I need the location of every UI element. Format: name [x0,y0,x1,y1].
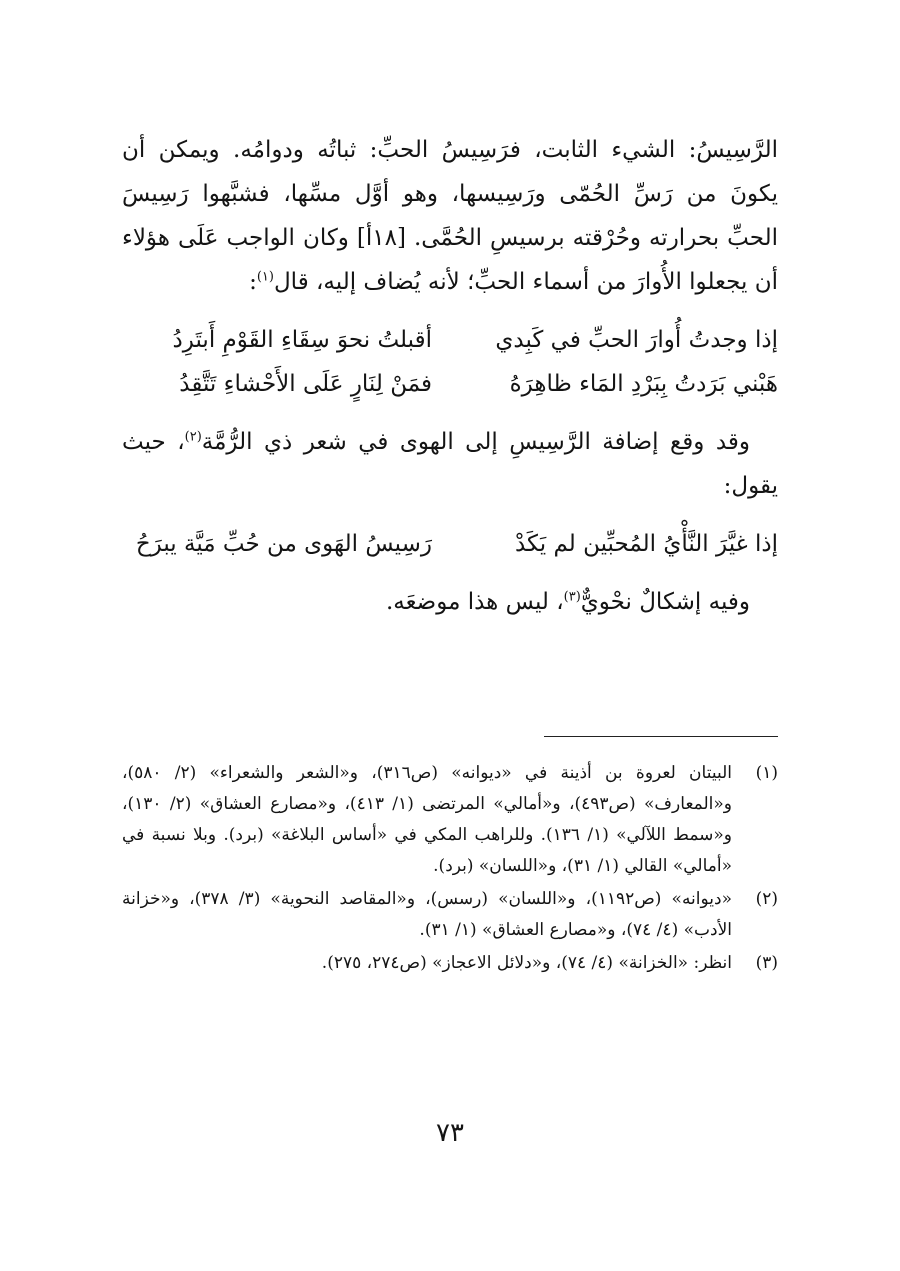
main-text [122,128,778,624]
footnote-text: البيتان لعروة بن أذينة في «ديوانه» (ص٣١٦)، و«الشعر والشعراء» (٢/ ٥٨٠)، و«المعارف» (ص٤٩٣)، و«أمالي» المرتضى (١/ ٤١٣)، و«مصارع العشاق» (٢/ ١٣٠)، و«سمط اللآلي» (١/ ١٣٦). وللراهب المكي في «أساس البلاغة» (برد). وبلا نسبة في «أمالي» القالي (١/ ٣١)، و«اللسان» (برد). [122,763,733,876]
paragraph-1-text: الرَّسِيسُ: الشيء الثابت، فرَسِيسُ الحبِّ: ثباتُه ودوامُه. ويمكن أن يكونَ من رَسِّ الحُمّى ورَسِيسها، وهو أوَّل مسِّها، فشبَّهوا رَسِيسَ الحبِّ بحرارته وحُرْقته برسيسِ الحُمَّى. [١٨أ] وكان الواجب عَلَى هؤلاء أن يجعلوا الأُوارَ من أسماء الحبِّ؛ لأنه يُضاف إليه، قال [122,137,778,295]
footnote-text: «ديوانه» (ص١١٩٢)، و«اللسان» (رسس)، و«المقاصد النحوية» (٣/ ٣٧٨)، و«خزانة الأدب» (٤/ ٧٤)، و«مصارع العشاق» (١/ ٣١). [122,889,732,940]
paragraph-3 [122,580,778,624]
verse-line [122,362,778,406]
paragraph-2-end: ، حيث يقول: [122,429,778,499]
verse-line [122,522,778,566]
page-number: ٧٣ [436,1118,464,1148]
footnote-ref-3[interactable]: (٣) [563,589,581,605]
footnote [122,948,778,979]
footnote [122,758,778,882]
verse-line [122,318,778,362]
verse-first-hemistich: هَبْني بَرَدتُ بِبَرْدِ المَاء ظاهِرَهُ [509,371,778,397]
footnote-number: (١) [755,763,778,783]
footnote-number: (٢) [755,889,778,909]
verse-first-hemistich: إذا وجدتُ أُوارَ الحبِّ في كَبِدي [495,327,778,353]
footnote-ref-2[interactable]: (٢) [184,429,202,445]
poem-2 [122,522,778,566]
paragraph-3-end: ، ليس هذا موضعَه. [385,589,564,615]
verse-second-hemistich: فمَنْ لِنَارٍ عَلَى الأَحْشاءِ تَتَّقِدُ [179,371,432,397]
paragraph-1 [122,128,778,304]
paragraph-2 [122,420,778,508]
footnote-text: انظر: «الخزانة» (٤/ ٧٤)، و«دلائل الاعجاز» (ص٢٧٤، ٢٧٥). [321,953,732,973]
footnotes [122,758,778,981]
footnote-ref-1[interactable]: (١) [256,269,274,285]
footnote [122,884,778,946]
verse-second-hemistich: أقبلتُ نحوَ سِقَاءِ القَوْمِ أَبتَرِدُ [172,327,432,353]
verse-first-hemistich: إذا غيَّرَ النَّأْيُ المُحبِّين لم يَكَدْ [514,531,778,557]
verse-second-hemistich: رَسِيسُ الهَوى من حُبِّ مَيَّة يبرَحُ [135,531,432,557]
paragraph-2-text: وقد وقع إضافة الرَّسِيسِ إلى الهوى في شعر ذي الرُّمَّة [201,429,750,455]
paragraph-1-end: : [249,269,257,295]
footnote-separator [544,736,778,737]
footnote-number: (٣) [755,953,778,973]
poem-1 [122,318,778,406]
paragraph-3-text: وفيه إشكالٌ نحْويٌّ [580,589,750,615]
